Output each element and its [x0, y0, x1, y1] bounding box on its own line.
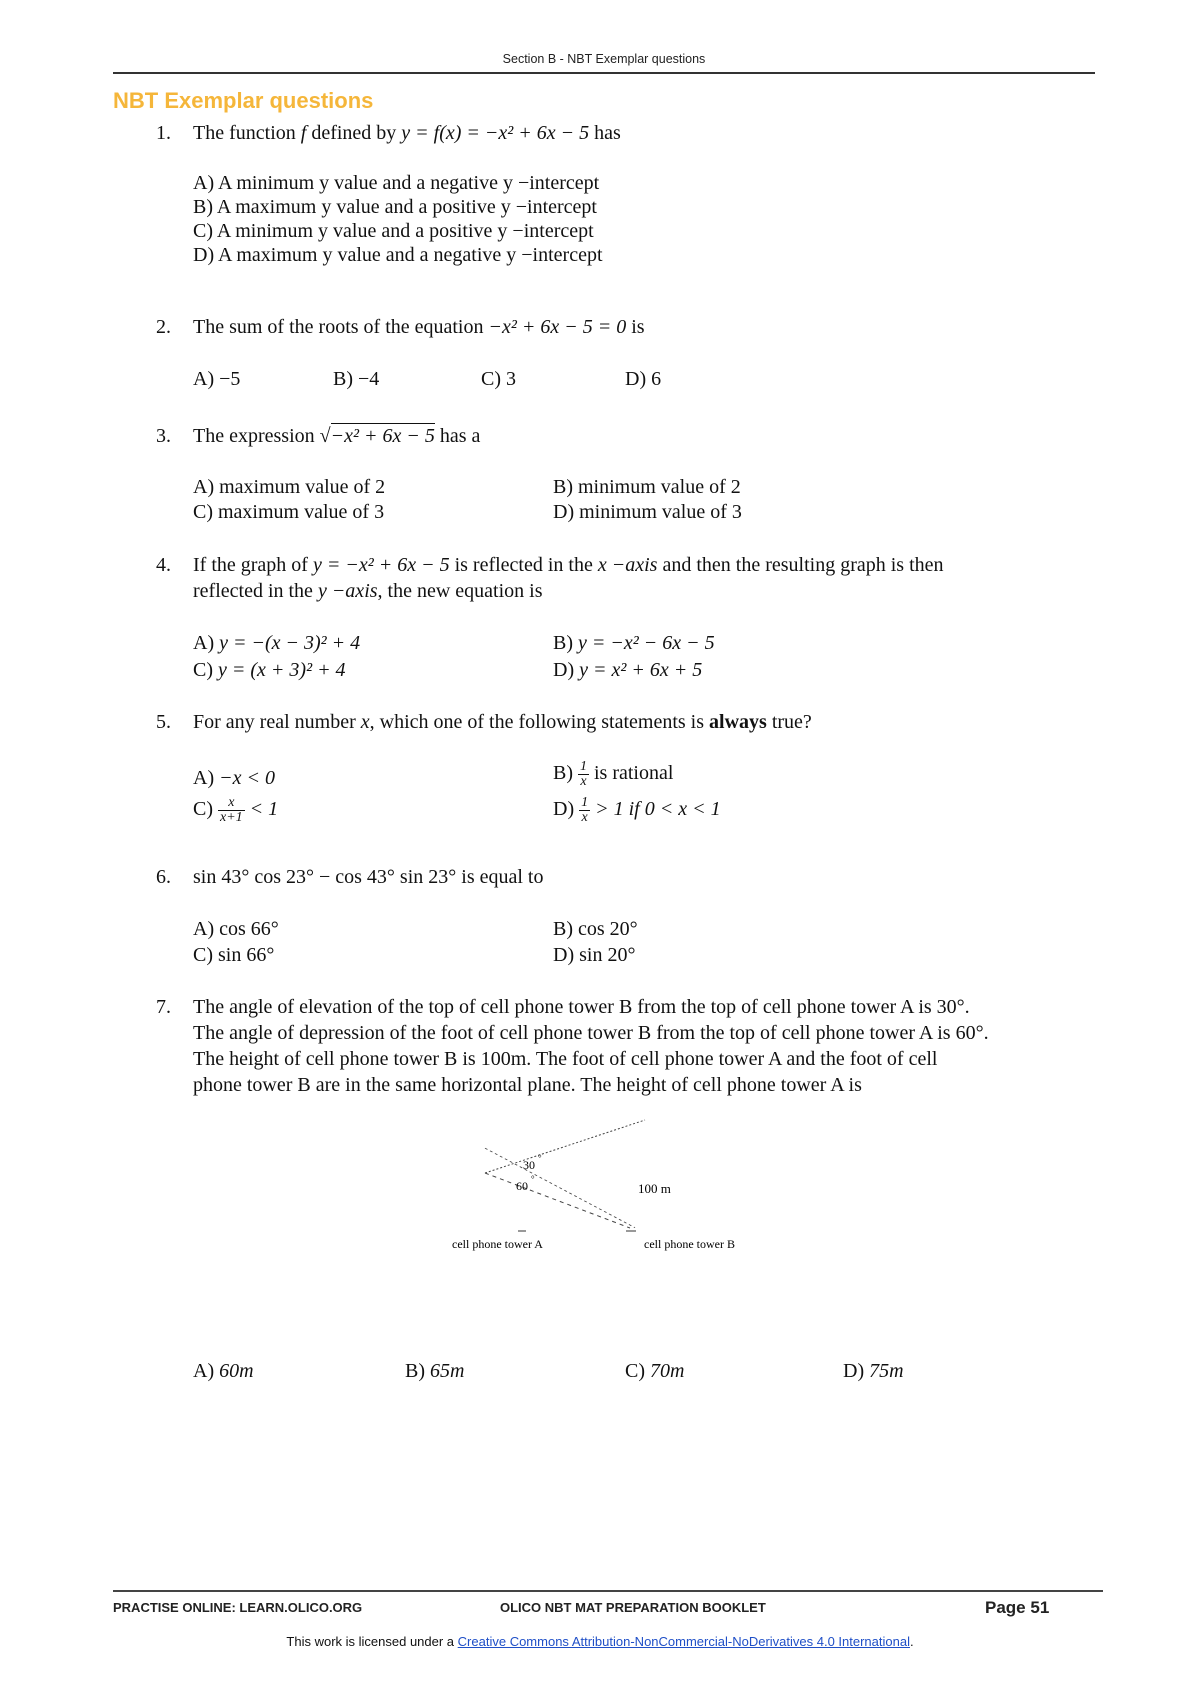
- line-of-sight-foot: [485, 1173, 630, 1228]
- height-label: 100 m: [638, 1181, 671, 1196]
- option-3c: C) maximum value of 3: [193, 501, 385, 523]
- question-number: 4.: [156, 554, 171, 576]
- question-stem: sin 43° cos 23° − cos 43° sin 23° is equal to: [193, 866, 544, 888]
- option-6c: C) sin 66°: [193, 944, 275, 966]
- option-5d: D) $\frac{1}{x}$ > 1 if 0 < x < 1: [553, 795, 721, 825]
- tower-b-label: cell phone tower B: [644, 1237, 735, 1251]
- footer-page: Page 51: [985, 1598, 1050, 1617]
- fraction: $\frac{1}{x}$: [580, 759, 587, 789]
- question-number: 6.: [156, 866, 171, 888]
- option-4c: C) y = (x + 3)² + 4: [193, 659, 346, 681]
- sqrt-sign: √: [319, 425, 331, 447]
- option-1a: A) A minimum y value and a negative y −intercept: [193, 172, 600, 194]
- tower-a-label: cell phone tower A: [452, 1237, 543, 1251]
- question-number: 5.: [156, 711, 171, 733]
- footer-booklet-title: OLICO NBT MAT PREPARATION BOOKLET: [500, 1600, 766, 1615]
- question-stem: The function f defined by y = f(x) = −x² + 6x − 5 has: [193, 122, 621, 144]
- option-5c: C) $\frac{x}{x+1}$ < 1: [193, 795, 279, 825]
- option-6a: A) cos 66°: [193, 918, 279, 940]
- line-of-sight-depression: [485, 1148, 635, 1228]
- option-6d: D) sin 20°: [553, 944, 636, 966]
- question-stem: The expression √−x² + 6x − 5 has a: [193, 425, 481, 447]
- line-of-sight-elevation: [485, 1120, 645, 1173]
- option-3b: B) minimum value of 2: [553, 476, 741, 498]
- option-5a: A) −x < 0: [193, 767, 275, 789]
- option-3d: D) minimum value of 3: [553, 501, 742, 523]
- angle-label-60: 60: [516, 1179, 528, 1193]
- question-stem: The sum of the roots of the equation −x² + 6x − 5 = 0 is: [193, 316, 645, 338]
- degree-mark-30: °: [538, 1153, 542, 1163]
- footer-practise-online: PRACTISE ONLINE: LEARN.OLICO.ORG: [113, 1600, 363, 1615]
- footer-rule: [113, 1590, 1103, 1592]
- question-stem: If the graph of y = −x² + 6x − 5 is reflected in the x −axis and then the resulting graph is then reflected in the y −axis, the new equation is: [193, 554, 944, 602]
- option-7c: C) 70m: [625, 1360, 685, 1382]
- question-number: 2.: [156, 316, 171, 338]
- question-number: 3.: [156, 425, 171, 447]
- option-2b: B) −4: [333, 368, 380, 390]
- fraction: $\frac{1}{x}$: [581, 795, 589, 825]
- angle-label-30: 30: [523, 1158, 535, 1172]
- option-2d: D) 6: [625, 368, 662, 390]
- option-1d: D) A maximum y value and a negative y −intercept: [193, 244, 603, 266]
- question-number: 1.: [156, 122, 171, 144]
- option-4a: A) y = −(x − 3)² + 4: [193, 632, 361, 654]
- option-2c: C) 3: [481, 368, 516, 390]
- option-7b: B) 65m: [405, 1360, 465, 1382]
- section-title: NBT Exemplar questions: [113, 88, 374, 113]
- question-number: 7.: [156, 996, 171, 1018]
- question-stem: The angle of elevation of the top of cell phone tower B from the top of cell phone tower A is 30°. The angle of depression of the foot of cell phone tower B from the top of cell phone tower A is 60°. The height of cell phone tower B is 100m. The foot of cell phone tower A and the foot of cell phone tower B are in the same horizontal plane. The height of cell phone tower A is: [193, 996, 989, 1096]
- option-6b: B) cos 20°: [553, 918, 638, 940]
- option-1b: B) A maximum y value and a positive y −intercept: [193, 196, 597, 218]
- option-3a: A) maximum value of 2: [193, 476, 386, 498]
- option-7a: A) 60m: [193, 1360, 254, 1382]
- header-rule: [113, 72, 1095, 74]
- option-4d: D) y = x² + 6x + 5: [553, 659, 703, 681]
- option-4b: B) y = −x² − 6x − 5: [553, 632, 715, 654]
- option-1c: C) A minimum y value and a positive y −intercept: [193, 220, 594, 242]
- question-stem: For any real number x, which one of the following statements is always true?: [193, 711, 812, 733]
- option-5b: B) $\frac{1}{x}$ is rational: [553, 759, 674, 789]
- license-link[interactable]: Creative Commons Attribution-NonCommercial-NoDerivatives 4.0 International: [457, 1634, 910, 1649]
- running-header: Section B - NBT Exemplar questions: [502, 52, 706, 66]
- option-7d: D) 75m: [843, 1360, 904, 1382]
- license-notice: This work is licensed under a Creative Commons Attribution-NonCommercial-NoDerivatives 4.0 International.: [286, 1634, 914, 1649]
- fraction: $\frac{x}{x+1}$: [220, 795, 243, 825]
- option-2a: A) −5: [193, 368, 241, 390]
- degree-mark-60: °: [531, 1174, 535, 1184]
- tower-angle-diagram: [430, 1060, 790, 1251]
